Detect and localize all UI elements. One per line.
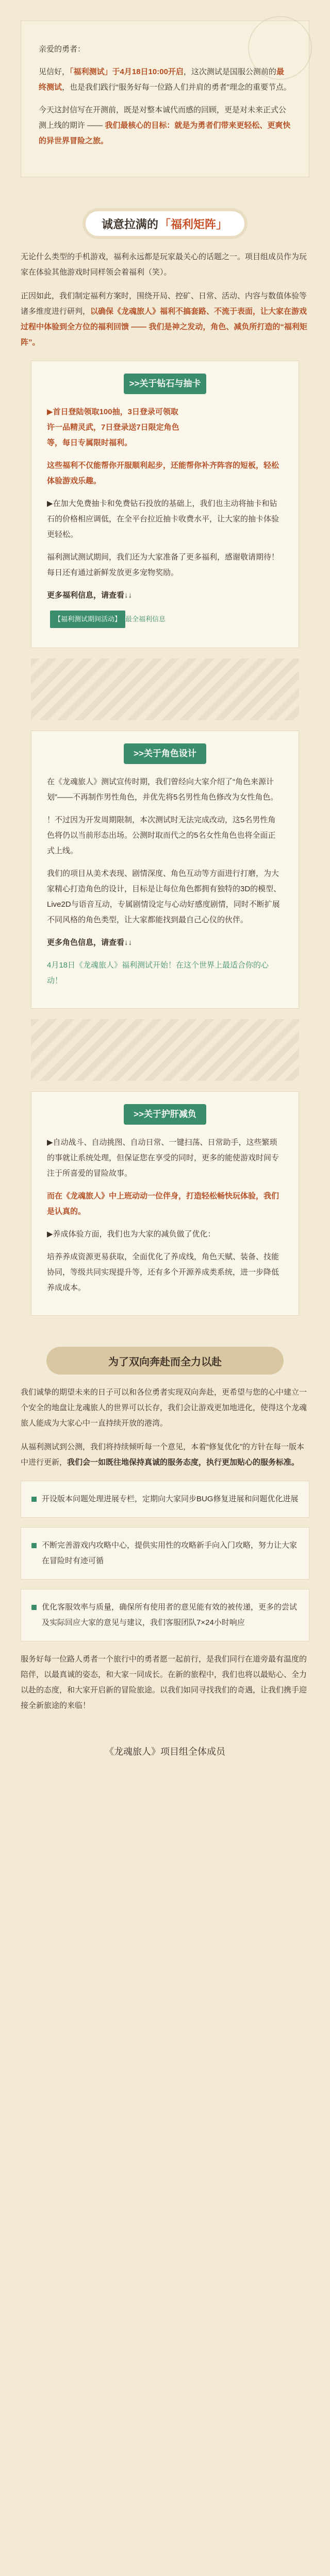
- box-para: 这些福利不仅能帮你开服顺利起步，还能帮你补齐阵容的短板，轻松体验游戏乐趣。: [47, 461, 279, 485]
- box-para: ▶养成体验方面，我们也为大家的减负做了优化：: [47, 1230, 216, 1239]
- box-para: 而在《龙魂旅人》中上班动动一位伴身，打造轻松畅快玩体验，我们是认真的。: [47, 1192, 279, 1216]
- box-link-row: [47, 611, 283, 628]
- para-text: 正因如此，我们制定福利方案时，围绕开局、控矿、日常、活动、内容与数值体验等诸多维度进行研判，: [21, 292, 307, 316]
- box-diamonds-gacha: [31, 361, 299, 648]
- link-text[interactable]: 最全福利信息: [125, 615, 166, 623]
- bullet-icon: [31, 1605, 37, 1610]
- box-para: ▶自动战斗、自动挑图、自动日常、一键扫荡、日常助手，这些繁琐的事就让系统处理，但保证您在享受的同时，更多的能使游戏时间专注于所喜爱的冒险故事。: [47, 1138, 279, 1178]
- letter-highlight: 我们最核心的目标：就是为勇者们带来更轻松、更爽快的异世界冒险之旅。: [39, 121, 291, 145]
- welfare-intro-2: [0, 289, 330, 350]
- box-para: 在《龙魂旅人》测试宣传时期，我们曾经向大家介绍了“角色来源计划”——不再制作男性角色，并优先将5名男性角色修改为女性角色。: [47, 777, 278, 802]
- mutual-para-2: [0, 1439, 330, 1470]
- box-para: ！不过因为开发周期限制，本次测试时无法完成改动，这5名男性角色将仍以当前形态出场。公测时取而代之的5名女性角色也将全面正式上线。: [47, 816, 276, 855]
- box-para: 我们的项目从美术表现、剧情深度、角色互动等方面进行打磨，为大家精心打造角色的设计，目标是让每位角色都拥有独特的3D的模型、Live2D与语音互动，专属剧情设定与心动好感度剧情，同时不断扩展不同风格的角色类型，让大家都能找到最自己心仪的伙伴。: [47, 869, 282, 924]
- bullet-icon: [31, 1497, 37, 1502]
- box-para: ▶在加大免费抽卡和免费钻石投放的基础上，我们也主动将抽卡和钻石的价格相应调低，在全平台拉近抽卡收费水平，让大家的抽卡体验更轻松。: [47, 499, 279, 539]
- decorative-stripe: [31, 1019, 299, 1081]
- box-para: [47, 404, 283, 451]
- para-highlight: 以确保《龙魂旅人》福利不搞套路、不流于表面，让大家在游戏过程中体验到全方位的福利回馈 —— 我们是神之发动，角色、减负所打造的“福利矩阵”。: [21, 307, 307, 347]
- welfare-intro: 无论什么类型的手机游戏，福利永远都是玩家最关心的话题之一。项目组成员作为玩家在体验其他游戏时同样领会着福利（笑）。: [21, 252, 307, 277]
- service-item: [21, 1527, 309, 1580]
- page: [0, 21, 330, 2576]
- box-text: 等，每日专属限时福利。: [47, 438, 133, 447]
- decorative-stripe: [31, 658, 299, 720]
- service-item: [21, 1589, 309, 1641]
- letter-highlight: 「福利测试」于4月18日10:00开启: [70, 67, 184, 76]
- service-text: 优化客服效率与质量，确保所有使用者的意见能有效的被传递，更多的尝试及实际回应大家的意见与建议，我们客服团队7×24小时响应: [42, 1603, 298, 1627]
- box-more: 更多福利信息，请查看↓↓: [47, 591, 133, 600]
- bullet-icon: [31, 1543, 37, 1548]
- section-title-welfare: [82, 208, 248, 239]
- team-name: 《龙魂旅人》项目组全体成员: [105, 1747, 225, 1757]
- service-text: 不断完善游戏内攻略中心，提供实用性的攻略新手向入门攻略，努力让大家在冒险时有迹可循: [42, 1541, 298, 1565]
- intro-letter: [21, 21, 309, 177]
- link-tag[interactable]: 【福利测试期间活动】: [50, 611, 125, 628]
- greeting: 亲爱的勇者：: [39, 45, 86, 54]
- letter-text: 今天这封信写在开测前，既是对整本诚代而感的回顾，更是对未来正式公测上线的期许 ——: [39, 106, 287, 130]
- mutual-para-1: 我们诚挚的期望未来的日子可以和各位勇者实现双向奔赴，更希望与您的心中建立一个安全的地盘让龙魂旅人的世界可以长存，我们会让游戏更加地进化，使得这个龙魂旅人能成为大家心中一直持续开放的港湾。: [21, 1388, 307, 1428]
- box-liver-protection: [31, 1091, 299, 1316]
- letter-text: 见信好，: [39, 67, 70, 76]
- box-text: ▶首日登陆领取100抽，3日登录可领取: [47, 408, 178, 416]
- box-link[interactable]: 4月18日《龙魂旅人》福利测试开始！在这个世界上最适合你的心动！: [47, 961, 269, 985]
- box-heading: >>关于钻石与抽卡: [124, 374, 206, 394]
- title-highlight: 「福利矩阵」: [159, 217, 228, 231]
- box-more: 更多角色信息，请查看↓↓: [47, 938, 133, 947]
- para-text: 从福利测试到公测，我们将持续倾听每一个意见，本着“修复优化”的方针在每一版本中进行更新，: [21, 1443, 304, 1467]
- letter-para-2: [39, 103, 291, 149]
- letter-highlight: 最终测试: [39, 67, 284, 92]
- title-text: 诚意拉满的: [101, 217, 158, 231]
- service-bullets: [21, 1481, 309, 1641]
- service-item: [21, 1481, 309, 1518]
- box-para: 福利测试测试期间，我们还为大家准备了更多福利，感谢敬请期待！每日还有通过新鲜发放更多宠物奖励。: [47, 553, 279, 577]
- box-character-design: [31, 731, 299, 1009]
- letter-text: ，这次测试是国服公测前的: [183, 67, 276, 76]
- section-title-mutual: 为了双向奔赴而全力以赴: [46, 1347, 284, 1375]
- box-heading: >>关于角色设计: [124, 743, 206, 764]
- box-text: 许一品精灵武，7日登录送7日限定角色: [47, 423, 179, 432]
- box-heading: >>关于护肝减负: [124, 1104, 206, 1125]
- box-para: 培养养成资源更易获取，全面优化了养成线，角色天赋、装备、技能协同，等级共同实现提升等，还有多个开源养成类系统，进一步降低养成成本。: [47, 1252, 279, 1292]
- letter-text: ，也是我们践行“服务好每一位路人们并肩的勇者”理念的重要节点。: [62, 83, 292, 92]
- postmark-stamp: [248, 16, 312, 80]
- service-text: 开设版本问题处理进展专栏，定期向大家同步BUG修复进展和问题优化进展: [42, 1495, 299, 1503]
- closing-para: 服务好每一位路人勇者一个旅行中的勇者愿一起前行，是我们同行在道旁最有温度的陪伴，以最真诚的姿态，和大家一同成长。在新的旅程中，我们也将以最贴心、全力以赴的态度，和大家开启新的冒险旅途。以我们如同寻找我们的奇遇，让我们携手迎接全新旅途的来临！: [21, 1655, 307, 1710]
- signature: [21, 1744, 309, 1758]
- para-bold: 我们会一如既往地保持真诚的服务态度，执行更加贴心的服务标准。: [67, 1458, 300, 1467]
- letter-para-1: [39, 64, 291, 95]
